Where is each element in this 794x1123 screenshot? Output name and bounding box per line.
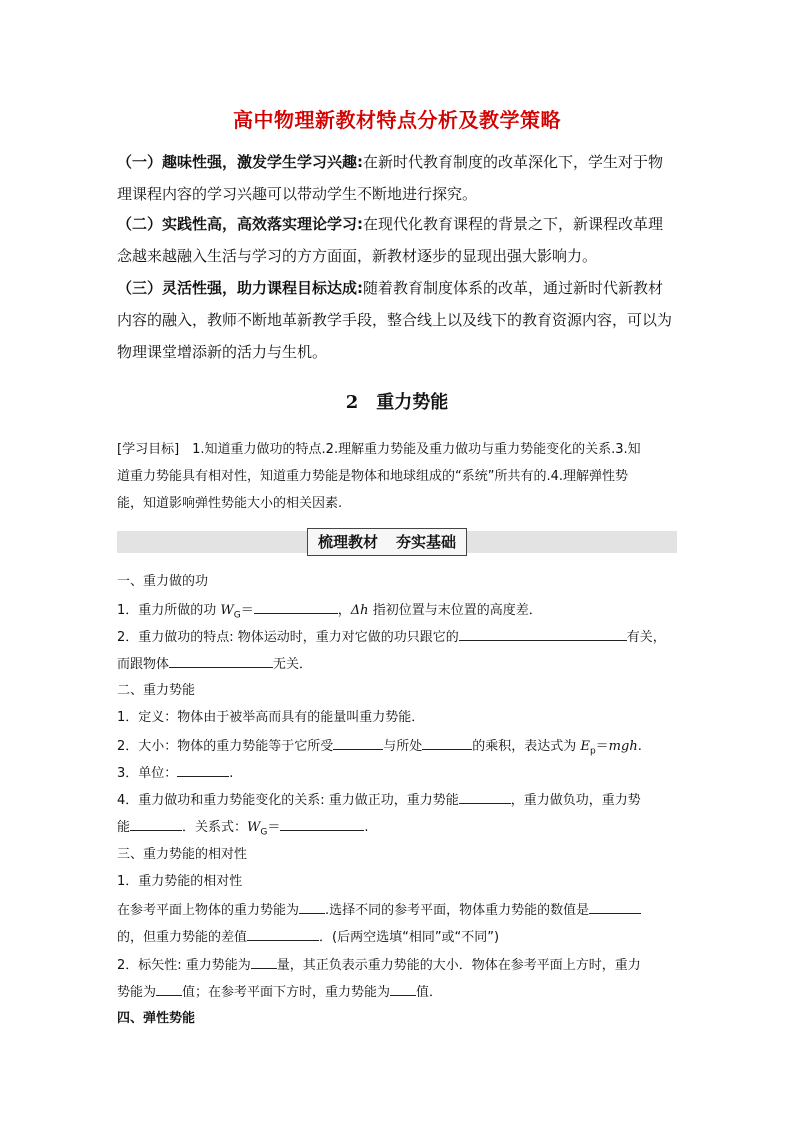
feature-text: 在新时代教育制度的改革深化下，学生对于物理课程内容的学习兴趣可以带动学生不断地进行探究。	[117, 153, 664, 203]
fill-blank[interactable]	[390, 981, 416, 996]
fill-blank[interactable]	[459, 626, 627, 641]
s3-line-3	[117, 954, 677, 976]
text: ．关系式：	[182, 820, 248, 835]
s3-line-2	[117, 926, 677, 948]
text: ＝	[240, 603, 254, 618]
fill-blank[interactable]	[280, 816, 364, 831]
feature-paragraph-1	[117, 146, 677, 210]
feature-heading: （二）实践性高，高效落实理论学习:	[117, 215, 364, 233]
text: 值；在参考平面下方时，重力势能为	[182, 985, 391, 1000]
fill-blank[interactable]	[422, 735, 472, 750]
fill-blank[interactable]	[247, 926, 319, 941]
text: 1．重力所做的功	[117, 603, 221, 618]
s3-line-1	[117, 899, 677, 921]
fill-blank[interactable]	[130, 816, 182, 831]
s1-line-2	[117, 626, 677, 648]
energy-symbol: E	[580, 739, 590, 754]
text: 势能为	[117, 985, 157, 1000]
text: .	[364, 820, 369, 835]
text: 2．重力做功的特点: 物体运动时，重力对它做的功只跟它的	[117, 630, 459, 645]
text: ，重力做负功，重力势	[510, 793, 641, 808]
text: 指初位置与末位置的高度差．	[368, 603, 542, 618]
text: 在参考平面上物体的重力势能为	[117, 903, 300, 918]
text: 有关，	[626, 630, 666, 645]
fill-blank[interactable]	[589, 899, 641, 914]
mgh-symbol: mgh	[608, 739, 638, 754]
feature-heading: （三）灵活性强，助力课程目标达成:	[117, 279, 364, 297]
section-number: 2	[345, 392, 359, 413]
banner-left: 梳理教材	[318, 533, 379, 551]
text: ＝	[267, 820, 281, 835]
s3-heading: 三、重力势能的相对性	[117, 847, 248, 862]
text: 4．重力做功和重力势能变化的关系: 重力做正功，重力势能	[117, 793, 459, 808]
section-title	[117, 388, 677, 414]
s2-line-4	[117, 789, 677, 811]
learning-goals	[117, 436, 677, 517]
feature-text: 在现代化教育课程的背景之下，新课程改革理念越来越融入生活与学习的方方面面，新教材逐步的显现出强大影响力。	[117, 215, 664, 265]
subscript: G	[260, 827, 268, 838]
goals-line: 能，知道影响弹性势能大小的相关因素.	[117, 496, 343, 511]
fill-blank[interactable]	[254, 599, 338, 614]
s2-line-1: 1．定义：物体由于被举高而具有的能量叫重力势能．	[117, 710, 425, 725]
text: 2．标矢性: 重力势能为	[117, 958, 251, 973]
text: ＝	[595, 739, 609, 754]
fill-blank[interactable]	[156, 981, 182, 996]
fill-blank[interactable]	[169, 653, 273, 668]
s2-line-5	[117, 816, 677, 843]
feature-paragraph-3	[117, 272, 677, 368]
text: .	[637, 739, 642, 754]
s1-line-1	[117, 599, 677, 626]
text: 2．大小：物体的重力势能等于它所受	[117, 739, 334, 754]
fill-blank[interactable]	[299, 899, 325, 914]
page-title: 高中物理新教材特点分析及教学策略	[233, 108, 561, 132]
text: .	[229, 766, 234, 781]
delta-h-symbol: Δh	[350, 603, 369, 618]
fill-blank[interactable]	[333, 735, 383, 750]
s2-heading: 二、重力势能	[117, 683, 196, 698]
subscript: p	[589, 746, 596, 757]
text: .选择不同的参考平面，物体重力势能的数值是	[325, 903, 590, 918]
section-name: 重力势能	[376, 392, 449, 413]
section-banner	[117, 531, 677, 553]
work-symbol: W	[247, 820, 261, 835]
text: 3．单位：	[117, 766, 178, 781]
text: 与所处	[383, 739, 423, 754]
text: 值．	[416, 985, 443, 1000]
subscript: G	[233, 610, 241, 621]
s1-heading: 一、重力做的功	[117, 574, 209, 589]
goals-line: 道重力势能具有相对性，知道重力势能是物体和地球组成的“系统”所共有的.4.理解弹性势	[117, 469, 629, 484]
s3-line-4	[117, 981, 677, 1003]
text: 的乘积，表达式为	[472, 739, 581, 754]
text: ，	[337, 603, 351, 618]
s2-line-2	[117, 735, 677, 762]
text: 能	[117, 820, 131, 835]
feature-heading: （一）趣味性强，激发学生学习兴趣:	[117, 153, 364, 171]
fill-blank[interactable]	[177, 762, 229, 777]
fill-blank[interactable]	[459, 789, 511, 804]
feature-paragraph-2	[117, 208, 677, 272]
s2-line-3	[117, 762, 677, 784]
s1-line-3	[117, 653, 677, 675]
text: 的，但重力势能的差值	[117, 930, 248, 945]
work-symbol: W	[220, 603, 234, 618]
s4-heading: 四、弹性势能	[117, 1011, 196, 1026]
s3-sub-heading: 1．重力势能的相对性	[117, 874, 243, 889]
text: 无关．	[273, 657, 313, 672]
banner-label	[307, 528, 467, 556]
text: 而跟物体	[117, 657, 170, 672]
fill-blank[interactable]	[251, 954, 277, 969]
text: 量，其正负表示重力势能的大小．物体在参考平面上方时，重力	[276, 958, 641, 973]
text: ．(后两空选填“相同”或“不同”)	[319, 930, 500, 945]
feature-text: 随着教育制度体系的改革，通过新时代新教材内容的融入，教师不断地革新教学手段，整合线上以及线下的教育资源内容，可以为物理课堂增添新的活力与生机。	[117, 279, 673, 361]
banner-right: 夯实基础	[396, 533, 457, 551]
goals-line: [学习目标] 1.知道重力做功的特点.2.理解重力势能及重力做功与重力势能变化的关系.3.知	[117, 442, 641, 457]
